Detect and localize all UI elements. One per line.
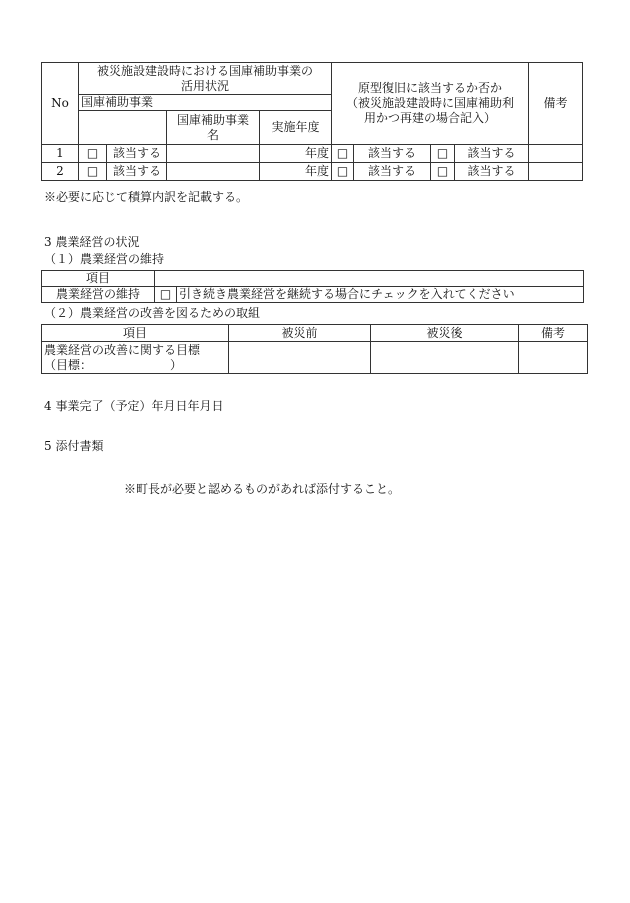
header-item: 項目 [42, 325, 229, 342]
applies-label: 該当する [107, 163, 167, 181]
checkbox[interactable]: □ [332, 145, 354, 163]
continue-instruction: 引き続き農業経営を継続する場合にチェックを入れてください [177, 287, 584, 303]
header-usage-line1: 被災施設建設時における国庫補助事業の [97, 63, 314, 78]
header-applicable-line1: 原型復旧に該当するか否か [358, 81, 503, 95]
header-item: 項目 [42, 271, 155, 287]
header-project-name [167, 111, 260, 145]
attachment-note: ※町長が必要と認めるものがあれば添付すること。 [124, 482, 401, 496]
applies-label: 該当する [107, 145, 167, 163]
row-label-continue: 農業経営の維持 [42, 287, 155, 303]
header-applicable-line3: 用かつ再建の場合記入） [364, 111, 497, 125]
header-year: 実施年度 [260, 111, 332, 145]
year-cell[interactable]: 年度 [260, 163, 332, 181]
header-project-name-line2: 名 [206, 127, 219, 142]
checkbox[interactable]: □ [79, 145, 107, 163]
note-breakdown: ※必要に応じて積算内訳を記載する。 [44, 190, 249, 204]
farm-continuation-table [41, 270, 584, 303]
section3-sub1-heading: （１）農業経営の維持 [44, 252, 165, 266]
goal-label-line1: 農業経営の改善に関する目標 [44, 342, 201, 357]
before-cell[interactable] [229, 342, 371, 374]
applies-label: 該当する [455, 163, 529, 181]
section3-sub2-heading: （２）農業経営の改善を図るための取組 [44, 306, 261, 320]
header-no: No [42, 63, 79, 145]
project-name-cell[interactable] [167, 145, 260, 163]
checkbox[interactable]: □ [431, 145, 455, 163]
header-before: 被災前 [229, 325, 371, 342]
section4-heading: 4 事業完了（予定）年月日年月日 [44, 399, 224, 413]
applies-label: 該当する [455, 145, 529, 163]
section3-heading: 3 農業経営の状況 [44, 235, 140, 249]
header-after: 被災後 [371, 325, 519, 342]
checkbox[interactable]: □ [332, 163, 354, 181]
row-no: 2 [42, 163, 79, 181]
header-remarks: 備考 [519, 325, 588, 342]
row-label-goal [42, 342, 229, 374]
after-cell[interactable] [371, 342, 519, 374]
header-blank [155, 271, 584, 287]
header-remarks: 備考 [529, 63, 583, 145]
section5-heading: 5 添付書類 [44, 439, 104, 453]
improvement-table [41, 324, 588, 374]
header-subsidy: 国庫補助事業 [79, 95, 332, 111]
header-blank [79, 111, 167, 145]
table-row [42, 145, 583, 163]
subsidy-table [41, 62, 583, 181]
checkbox[interactable]: □ [79, 163, 107, 181]
header-usage-line2: 活用状況 [181, 78, 230, 93]
remarks-cell[interactable] [529, 163, 583, 181]
goal-label-line2: （目標： ） [44, 357, 183, 372]
year-cell[interactable]: 年度 [260, 145, 332, 163]
table-row [42, 163, 583, 181]
project-name-cell[interactable] [167, 163, 260, 181]
header-applicable-line2: （被災施設建設時に国庫補助利 [346, 96, 515, 110]
checkbox[interactable]: □ [431, 163, 455, 181]
remarks-cell[interactable] [519, 342, 588, 374]
applies-label: 該当する [354, 163, 431, 181]
row-no: 1 [42, 145, 79, 163]
header-applicable [332, 63, 529, 145]
header-project-name-line1: 国庫補助事業 [176, 112, 249, 127]
continue-checkbox[interactable]: □ [155, 287, 177, 303]
applies-label: 該当する [354, 145, 431, 163]
header-usage-status [79, 63, 332, 95]
remarks-cell[interactable] [529, 145, 583, 163]
